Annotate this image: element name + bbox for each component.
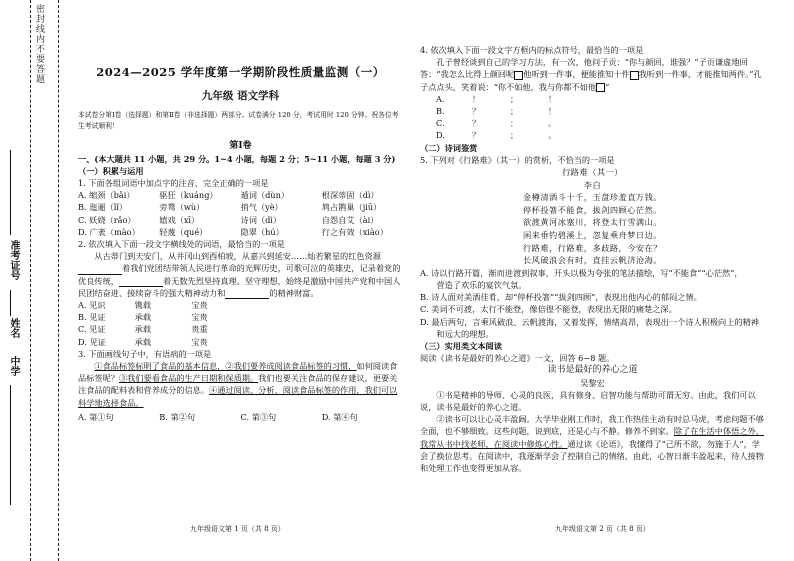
label-exam-id: 准考证号: [8, 240, 19, 280]
q3-option-d[interactable]: D. 第④句: [321, 411, 358, 422]
q2-option-b[interactable]: B. 见证 承载 宝贵: [78, 312, 208, 323]
seal-line-inner: [58, 0, 59, 561]
q2-blank-3[interactable]: [225, 289, 269, 299]
subsection-2-heading: （二）诗词鉴赏: [420, 142, 478, 153]
q3-option-a[interactable]: A. 第①句: [78, 411, 114, 422]
article-paragraph-1: ①书是精神的导师、心灵的良医，具有修身、启智功能与帮助可谓无穷。由此，我们可以说，读书是最好的养心之道。: [420, 389, 756, 413]
page-1-footer: 九年级语文第 1 页（共 8 页）: [190, 525, 285, 533]
question-2-options: [78, 299, 248, 348]
q2-option-d[interactable]: D. 见证 承载 宝贵: [78, 336, 208, 347]
page-2-footer: 九年级语文第 2 页（共 8 页）: [555, 525, 650, 533]
q4-box-1[interactable]: [514, 71, 523, 80]
q1-option-c[interactable]: C. 妖娆（rǎo） 嬉戏（xī） 诗词（dì） 自怨自艾（ài）: [78, 214, 379, 225]
poem-line: 金樽清酒斗十千，玉盘珍羞直万钱。: [522, 192, 662, 203]
poem-line: 行路难，行路难，多歧路，今安在？: [522, 242, 662, 253]
question-5-options: [420, 267, 765, 340]
q5-option-b[interactable]: B. 诗人面对美酒佳肴，却“停杯投箸”“拔剑四顾”，表现出他内心的郁闷之情。: [420, 292, 702, 303]
exam-title: 2024—2025 学年度第一学期阶段性质量监测（一）: [96, 65, 385, 79]
poem-line: 欲渡黄河冰塞川，将登太行雪满山。: [522, 217, 662, 228]
q3-option-b[interactable]: B. 第②句: [159, 411, 196, 422]
seal-text: 密封线内不要答题: [34, 4, 44, 84]
question-4: 4. 依次填入下面一段文字方框内的标点符号，最恰当的一项是: [420, 45, 644, 55]
q5-option-d[interactable]: D. 最后两句，言乘风破浪、云帆渡海，又着发挥，情绪高昂，表现出一个诗人积极向上的精神 和远大的理想。: [420, 316, 759, 339]
question-1: 1. 下面各组词语中加点字的注音，完全正确的一项是: [78, 178, 269, 189]
q4-option-d[interactable]: D. ？ ； 。: [436, 130, 557, 141]
q4-box-3[interactable]: [596, 83, 605, 92]
exam-notice: 本试卷分第Ⅰ卷（选择题）和第Ⅱ卷（非选择题）两部分。试卷满分 120 分，考试用时 120 分钟。祝各位考 生考试顺利！: [78, 111, 399, 131]
section-1-heading: 一、(本大题共 11 小题，共 29 分。1~4 小题，每题 2 分；5~11 小题，每题 3 分): [78, 153, 396, 164]
q4-option-a[interactable]: A. ！ ； ！: [436, 93, 557, 104]
q1-option-d[interactable]: D. 广袤（mào） 轻蔑（qué） 隐翠（hú） 行之有效（xiào）: [78, 226, 388, 237]
reading-intro: 阅读《读书是最好的养心之道》一文，回答 6~8 题。: [420, 353, 615, 364]
school-blank[interactable]: [10, 385, 11, 505]
binding-margin: [0, 0, 62, 561]
q2-option-a[interactable]: A. 见识 镌载 宝贵: [78, 300, 208, 311]
question-3-passage: ①食品标签标明了食品的基本信息，②我们要养成阅读食品标签的习惯，如何阅读食品标签呢？③我们要看食品的生产日期和保质期。我们也要关注食品的保存建议，更要关注食品的配料表和营养成分的信息。④通过阅读、分析、阅读食品标签的作用，我们可以科学地选择食品。: [78, 361, 398, 408]
q2-blank-2[interactable]: [119, 277, 163, 287]
exam-id-blank[interactable]: [10, 150, 11, 235]
article-title: 读书是最好的养心之道: [547, 365, 638, 376]
poem-line: 停杯投箸不能食，拔剑四顾心茫然。: [522, 204, 662, 215]
question-1-options: [78, 189, 403, 238]
poem-title: 行路难（其一）: [562, 167, 623, 178]
q4-option-b[interactable]: B. ？ ； ！: [436, 106, 557, 117]
question-4-options: [436, 93, 586, 142]
exam-subtitle: 九年级 语文学科: [201, 90, 280, 103]
subsection-1-heading: （一）积累与运用: [78, 165, 144, 176]
page-1-column: [78, 0, 403, 423]
q2-option-c[interactable]: C. 见证 承载 贵重: [78, 324, 208, 335]
poem: [420, 166, 765, 267]
question-3-options: [78, 411, 403, 423]
question-2: 2. 依次填入下面一段文字横线处的词语，最恰当的一项是: [78, 239, 285, 250]
q1-option-b[interactable]: B. 迤逦（lǐ） 旁骛（wù） 捎气（yè） 鸠占鹊巢（jiū）: [78, 202, 382, 213]
label-school: 中学: [8, 356, 19, 376]
question-3: 3. 下面画线句子中，有语病的一项是: [78, 348, 212, 359]
question-4-passage: 孔子曾经谈到自己的学习方法，有一次，他问子贡：“你与颜回，谁强？”子贡谦虚地回答：“我怎么比得上颜回呢 他听到一件事，便能推知十件 我听到一件事，才能推知两件。”孔子点点头，笑着说：“你不如他，我与你都不如他 ”: [420, 57, 762, 92]
q5-option-a[interactable]: A. 诗以行路开篇，渐而进渡到叙事，开头以极为夸张的笔法描绘，写“不能食”“心茫然”， 营造了欢乐的宴饮气氛。: [420, 267, 743, 290]
q4-box-2[interactable]: [630, 71, 639, 80]
q1-option-a[interactable]: A. 缩颈（bǎi） 驱狂（kuáng） 遁词（dùn） 根深蒂固（dì）: [78, 190, 379, 201]
seal-line-outer: [30, 0, 31, 561]
q5-option-c[interactable]: C. 美词不可渡，太行不能登，像倍徨不能登，表现出无限的痛楚之深。: [420, 304, 677, 315]
poem-author: 李白: [583, 179, 602, 190]
subsection-3-heading: （三）实用类文本阅读: [420, 341, 502, 351]
poem-line: 闲来垂钓碧溪上，忽复乘舟梦日边。: [522, 230, 662, 240]
q3-option-c[interactable]: C. 第③句: [240, 411, 277, 422]
volume-heading: 第Ⅰ卷: [229, 141, 252, 152]
page-2-column: [420, 0, 765, 474]
poem-line: 长风破浪会有时，直挂云帆济沧海。: [522, 255, 662, 266]
name-blank[interactable]: [10, 290, 11, 316]
label-name: 姓名: [8, 318, 19, 338]
article-author: 吴黎宏: [580, 377, 605, 388]
q4-option-c[interactable]: C. ？ ： 。: [436, 118, 557, 129]
q2-blank-1[interactable]: [78, 265, 122, 275]
question-5: 5. 下列对《行路难》（其一）的赏析，不恰当的一项是: [420, 154, 615, 165]
article-paragraph-2: ②读书可以让心灵丰盈阔。大学毕业刚工作时，我工作热佳主动有时总马虎，考虑问题不够全面，也不够细致。这些问题，说到底，还是心与不静。修养不到家。除了在生活中体悟之外，我常从书中找老师，在阅读中修炼心性。通过读《论语》，我懂得了“己所不欲，勿施于人”，学会了换位思考。在阅读中，我逐渐学会了控制自己的情绪，由此，心智日渐丰盈起来，待人接物和处理工作也变得更加从容。: [420, 414, 764, 474]
question-2-passage: 从古蒂门到天安门，从井冈山到西柏坡，从嘉兴到延安……灿若繁星的红色资源着我们党团结带领人民进行革命的光辉历史，可歌可泣的英雄史，记录着党的优良传统， 着无数先烈坚持真理、坚守理想，始终是激励中国共产党和中国人民团结奋进、接续奋斗的强大精神动力和 的精神财富。: [78, 251, 401, 298]
